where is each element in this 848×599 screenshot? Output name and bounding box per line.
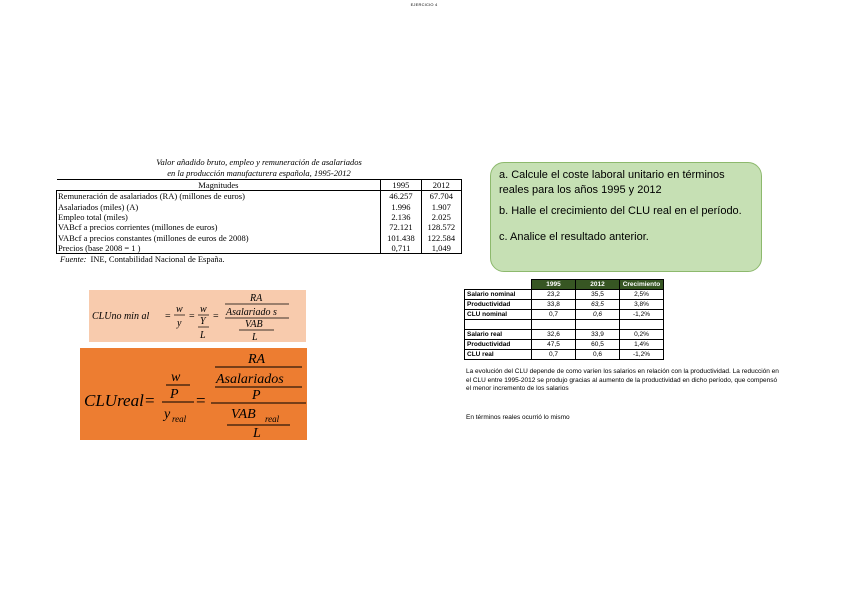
row-value-2012: 0,6 [576,350,620,360]
formula-asalariados: Asalariado s [226,307,277,318]
table-row [465,330,664,340]
formula-real-lhs: CLUreal [84,391,144,410]
table-row [465,340,664,350]
row-value-1995: 0,711 [381,243,421,254]
row-label: Asalariados (miles) (A) [57,202,381,212]
formula-RA: RA [250,293,263,304]
row-value-1995: 47,5 [532,340,576,350]
formula-real-subscript: real [172,414,187,424]
row-value-1995: 72.121 [381,222,421,232]
row-value-2012: 1,049 [421,243,461,254]
formula-w: w [176,304,183,315]
row-label: CLU nominal [465,310,532,320]
table-row [465,300,664,310]
formula-real-RA: RA [248,352,266,367]
formula-real-P2: P [252,388,261,403]
svg-text:=: = [189,311,195,322]
row-label: Remuneración de asalariados (RA) (millones de euros) [57,191,381,202]
formula-real-w: w [171,370,181,385]
formula-real-asalariados: Asalariados [216,372,284,387]
source-table [56,179,462,254]
row-label: Empleo total (miles) [57,212,381,222]
row-growth: 2,5% [620,290,664,300]
results-header-growth: Crecimiento [620,280,664,290]
row-value-1995: 0,7 [532,350,576,360]
questions-box [490,162,762,272]
question-a: a. Calcule el coste laboral unitario en términos reales para los años 1995 y 2012 [499,169,725,196]
formula-w2: w [200,304,207,315]
real-terms-note: En términos reales ocurrió lo mismo [466,414,570,421]
row-label: Productividad [465,300,532,310]
row-value-1995: 33,8 [532,300,576,310]
row-growth: 3,8% [620,300,664,310]
table-spacer-row [465,320,664,330]
svg-text:=: = [213,311,219,322]
results-header-1995: 1995 [532,280,576,290]
row-value-2012: 33,9 [576,330,620,340]
table-row [465,350,664,360]
row-value-2012: 35,5 [576,290,620,300]
row-value-1995: 46.257 [381,191,421,202]
row-value-1995: 32,6 [532,330,576,340]
svg-text:=: = [145,391,155,410]
formula-Y: Y [200,316,206,327]
source-table-block [56,157,462,264]
row-label: VABcf a precios corrientes (millones de euros) [57,222,381,232]
formula-y: y [177,318,182,329]
results-header-row [465,280,664,290]
results-table-block [464,279,664,360]
row-value-2012: 63,5 [576,300,620,310]
analysis-note: La evolución del CLU depende de como varíen los salarios en relación con la productividad. La reducción en el CLU entre 1995-2012 se produjo gracias al aumento de la productividad en dicho período, que compensó el menor incremento de los salarios [466,368,779,392]
question-b: b. Halle el crecimiento del CLU real en el período. [499,205,742,217]
table-row [57,232,462,242]
row-label: VABcf a precios constantes (millones de euros de 2008) [57,232,381,242]
formula-real-P: P [170,387,179,402]
row-growth: -1,2% [620,350,664,360]
header-2012: 2012 [421,180,461,191]
row-label: Salario real [465,330,532,340]
question-c: c. Analice el resultado anterior. [499,230,649,243]
source-label: Fuente: [60,254,87,265]
row-growth: 1,4% [620,340,664,350]
row-label: Productividad [465,340,532,350]
row-value-2012: 128.572 [421,222,461,232]
formula-clu-real [80,348,307,440]
header-magnitudes: Magnitudes [57,180,381,191]
row-label: Salario nominal [465,290,532,300]
row-value-2012: 1.907 [421,202,461,212]
source-text: INE, Contabilidad Nacional de España. [90,254,225,265]
table-row [57,243,462,254]
formula-real-L: L [253,426,261,440]
row-value-1995: 101.438 [381,232,421,242]
table-row [465,290,664,300]
row-value-1995: 23,2 [532,290,576,300]
formula-real-subscript2: real [265,414,280,424]
formula-real-VAB: VAB [231,407,256,422]
row-label: CLU real [465,350,532,360]
results-header-2012: 2012 [576,280,620,290]
row-value-2012: 60,5 [576,340,620,350]
table-caption-line1: Valor añadido bruto, empleo y remuneración de asalariados [156,157,362,167]
row-label: Precios (base 2008 = 1 ) [57,243,381,254]
results-table [464,279,664,360]
row-growth: -1,2% [620,310,664,320]
table-header-row [57,180,462,191]
row-value-2012: 122.584 [421,232,461,242]
table-source [56,254,462,264]
formula-clu-nominal [89,290,306,342]
formula-L: L [200,330,206,341]
formula-real-y: y [164,407,171,422]
formula-nominal-svg [89,290,306,342]
formula-real-svg [80,348,307,440]
table-row [465,310,664,320]
table-row [57,191,462,202]
table-row [57,212,462,222]
formula-L2: L [252,332,258,342]
table-caption-line2: en la producción manufacturera española, 1995-2012 [167,168,351,178]
row-value-2012: 0,6 [576,310,620,320]
row-value-2012: 67.704 [421,191,461,202]
row-value-1995: 0,7 [532,310,576,320]
header-1995: 1995 [381,180,421,191]
row-value-1995: 2.136 [381,212,421,222]
formula-VAB: VAB [245,319,263,330]
row-value-1995: 1.996 [381,202,421,212]
svg-text:=: = [165,311,171,322]
row-growth: 0,2% [620,330,664,340]
table-row [57,202,462,212]
table-row [57,222,462,232]
page-header-title: EJERCICIO 4 [410,2,438,7]
formula-lhs: CLUno min al [92,311,150,322]
svg-text:=: = [196,391,206,410]
row-value-2012: 2.025 [421,212,461,222]
